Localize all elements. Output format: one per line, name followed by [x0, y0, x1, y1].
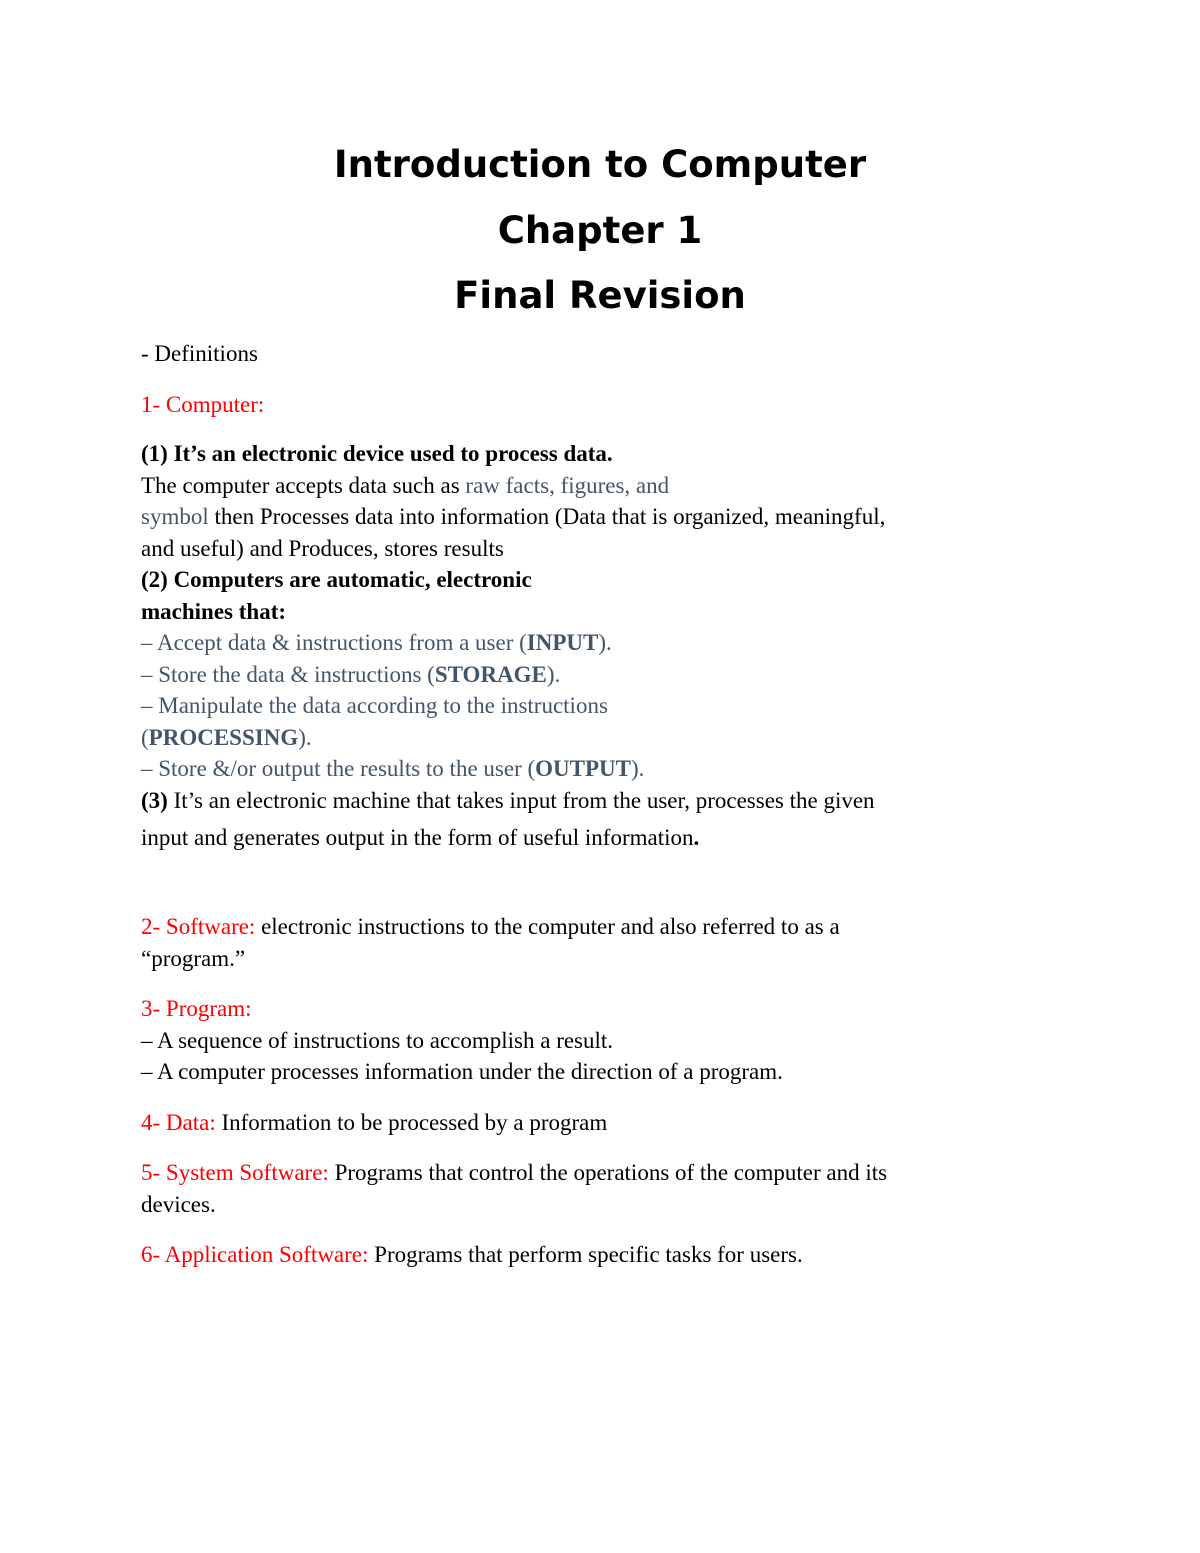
item-keyword: INPUT: [526, 630, 599, 655]
list-item: [141, 722, 1061, 754]
text-span: The computer accepts data such as: [141, 472, 466, 498]
definitions-label: - Definitions: [141, 341, 258, 366]
application-software-heading: 6- Application Software:: [141, 1242, 369, 1267]
text-span: Information to be processed by a program: [215, 1109, 608, 1135]
text-span: Programs that perform specific tasks for users.: [368, 1242, 803, 1267]
computer-definition-2-line-1: (2) Computers are automatic, electronic: [141, 567, 532, 592]
highlight-span: symbol: [141, 504, 209, 529]
item-keyword: STORAGE: [434, 661, 547, 687]
document-title: Introduction to Computer: [333, 143, 867, 186]
software-definition: [141, 911, 1061, 943]
item-keyword: PROCESSING: [148, 724, 299, 750]
item-text: – Accept data & instructions from a user (: [141, 630, 527, 655]
computer-definition-2-line-2: machines that:: [141, 598, 287, 624]
text-span: then Processes data into information (Data that is organized, meaningful,: [208, 504, 886, 529]
computer-definition-1-line-b: [141, 501, 1061, 533]
text-span: electronic instructions to the computer and also referred to as a: [255, 914, 840, 939]
chapter-heading: Chapter 1: [497, 209, 703, 252]
computer-heading: 1- Computer:: [141, 391, 265, 417]
system-software-definition-line-2: devices.: [141, 1191, 216, 1217]
item-keyword: OUTPUT: [535, 756, 631, 781]
text-span: .: [693, 825, 700, 850]
item-text: – Manipulate the data according to the instructions: [141, 693, 608, 718]
definition-number: (3): [141, 787, 168, 813]
list-item: [141, 659, 1061, 691]
program-heading: 3- Program:: [141, 996, 252, 1021]
computer-definition-1-line-c: and useful) and Produces, stores results: [141, 535, 504, 561]
software-heading: 2- Software:: [141, 914, 256, 939]
document-body: [141, 338, 1061, 1271]
computer-definition-1-line-a: [141, 470, 1061, 502]
text-span: input and generates output in the form of useful information: [141, 825, 694, 850]
data-definition: [141, 1107, 1061, 1139]
system-software-heading: 5- System Software:: [141, 1160, 329, 1185]
computer-definition-3-line-1: [141, 785, 1061, 817]
item-text: – Store &/or output the results to the user (: [141, 756, 536, 781]
list-item: – A sequence of instructions to accomplish a result.: [141, 1027, 614, 1053]
revision-heading: Final Revision: [454, 274, 746, 317]
computer-definition-3-line-2: [141, 816, 1061, 860]
computer-definition-1: (1) It’s an electronic device used to process data.: [141, 441, 613, 466]
data-heading: 4- Data:: [141, 1109, 216, 1135]
text-span: It’s an electronic machine that takes input from the user, processes the given: [167, 787, 875, 813]
item-text: (: [141, 724, 149, 750]
item-end: ).: [546, 661, 561, 687]
list-item: [141, 753, 1061, 785]
item-end: ).: [298, 724, 312, 750]
list-item: [141, 627, 1061, 659]
item-end: ).: [598, 630, 612, 655]
highlight-span: raw facts, figures, and: [465, 472, 670, 498]
list-item: [141, 690, 1061, 722]
list-item: – A computer processes information under the direction of a program.: [141, 1059, 783, 1084]
software-definition-line-2: “program.”: [141, 945, 246, 971]
application-software-definition: [141, 1239, 1061, 1271]
item-end: ).: [630, 756, 645, 781]
text-span: Programs that control the operations of the computer and its: [328, 1160, 888, 1185]
system-software-definition: [141, 1157, 1061, 1189]
item-text: – Store the data & instructions (: [141, 661, 435, 687]
